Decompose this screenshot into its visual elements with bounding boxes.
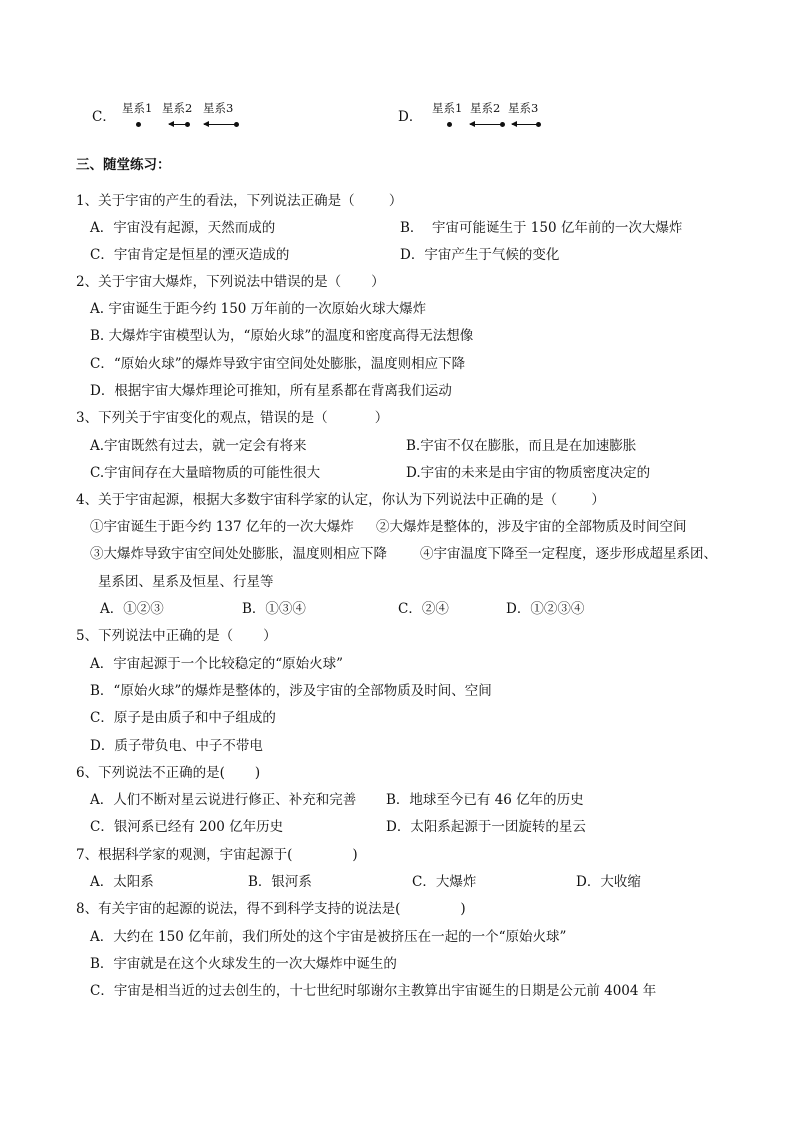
question-stem: 3、下列关于宇宙变化的观点，错误的是（ ） xyxy=(76,410,389,426)
question-stem: 8、有关宇宙的起源的说法，得不到科学支持的说法是( ) xyxy=(76,901,466,917)
option-b: B．①③④ xyxy=(242,601,306,617)
option-d: D．质子带负电、中子不带电 xyxy=(90,738,263,754)
option-c: C．“原始火球”的爆炸导致宇宙空间处处膨胀，温度则相应下降 xyxy=(90,356,466,372)
option-b: B．“原始火球”的爆炸是整体的，涉及宇宙的全部物质及时间、空间 xyxy=(90,683,492,699)
option-a: A. 宇宙诞生于距今约 150 万年前的一次原始火球大爆炸 xyxy=(90,301,427,317)
question-stem: 1、关于宇宙的产生的看法，下列说法正确是（ ） xyxy=(76,193,403,209)
section-title: 三、随堂练习： xyxy=(76,157,171,173)
galaxy-label-3: 星系3 xyxy=(508,101,539,115)
option-a: A．太阳系 xyxy=(90,874,154,890)
option-c: C．宇宙是相当近的过去创生的，十七世纪时邬谢尔主教算出宇宙诞生的日期是公元前 4004 年 xyxy=(90,983,657,999)
galaxy-label-1: 星系1 xyxy=(432,101,463,115)
question-stem: 2、关于宇宙大爆炸，下列说法中错误的是（ ） xyxy=(76,274,385,290)
option-a: A．人们不断对星云说进行修正、补充和完善 xyxy=(90,792,357,808)
option-b: B．地球至今已有 46 亿年的历史 xyxy=(386,792,584,808)
velocity-arrow-2 xyxy=(470,124,502,125)
option-b: B． 宇宙可能诞生于 150 亿年前的一次大爆炸 xyxy=(400,220,683,236)
velocity-arrow-3 xyxy=(204,124,236,125)
option-c: C．大爆炸 xyxy=(412,874,477,890)
option-d: D．①②③④ xyxy=(506,601,585,617)
velocity-arrow-2 xyxy=(169,124,187,125)
galaxy-dot-1 xyxy=(136,122,141,127)
galaxy-label-3: 星系3 xyxy=(203,101,234,115)
statement-1: ①宇宙诞生于距今约 137 亿年的一次大爆炸 xyxy=(90,519,354,535)
option-a: A．宇宙没有起源，天然而成的 xyxy=(90,220,276,236)
galaxy-diagram-d xyxy=(432,100,562,130)
statement-3: ③大爆炸导致宇宙空间处处膨胀，温度则相应下降 xyxy=(90,546,387,562)
question-stem: 4、关于宇宙起源，根据大多数宇宙科学家的认定，你认为下列说法中正确的是（ ） xyxy=(76,492,605,508)
statement-4-continued: 星系团、星系及恒星、行星等 xyxy=(98,574,274,590)
galaxy-label-1: 星系1 xyxy=(122,101,153,115)
option-a: A．①②③ xyxy=(100,601,164,617)
option-c: C.宇宙间存在大量暗物质的可能性很大 xyxy=(90,465,321,481)
option-c: C．宇宙肯定是恒星的湮灭造成的 xyxy=(90,247,290,263)
option-b: B．银河系 xyxy=(248,874,312,890)
option-a: A．大约在 150 亿年前，我们所处的这个宇宙是被挤压在一起的一个“原始火球” xyxy=(90,929,567,945)
velocity-arrow-3 xyxy=(512,124,538,125)
galaxy-diagram-c xyxy=(122,100,252,130)
option-c: C．原子是由质子和中子组成的 xyxy=(90,710,276,726)
galaxy-label-2: 星系2 xyxy=(162,101,193,115)
question-stem: 6、下列说法不正确的是( ) xyxy=(76,765,261,781)
statement-2: ②大爆炸是整体的，涉及宇宙的全部物质及时间空间 xyxy=(376,519,687,535)
option-letter-d: D． xyxy=(398,109,423,125)
option-a: A.宇宙既然有过去，就一定会有将来 xyxy=(90,438,307,454)
option-d: D．宇宙产生于气候的变化 xyxy=(400,247,560,263)
option-b: B.宇宙不仅在膨胀，而且是在加速膨胀 xyxy=(406,438,637,454)
option-d: D．大收缩 xyxy=(576,874,641,890)
option-c: C．银河系已经有 200 亿年历史 xyxy=(90,819,284,835)
galaxy-label-2: 星系2 xyxy=(470,101,501,115)
option-c: C．②④ xyxy=(398,601,449,617)
statement-4: ④宇宙温度下降至一定程度，逐步形成超星系团、 xyxy=(420,546,717,562)
question-stem: 5、下列说法中正确的是（ ） xyxy=(76,628,277,644)
option-letter-c: C． xyxy=(92,109,116,125)
option-b: B．宇宙就是在这个火球发生的一次大爆炸中诞生的 xyxy=(90,956,397,972)
option-a: A．宇宙起源于一个比较稳定的“原始火球” xyxy=(90,656,344,672)
question-stem: 7、根据科学家的观测，宇宙起源于( ) xyxy=(76,847,358,863)
option-d: D．根据宇宙大爆炸理论可推知，所有星系都在背离我们运动 xyxy=(90,383,452,399)
option-b: B. 大爆炸宇宙模型认为，“原始火球”的温度和密度高得无法想像 xyxy=(90,328,474,344)
option-d: D．太阳系起源于一团旋转的星云 xyxy=(386,819,586,835)
galaxy-dot-1 xyxy=(447,122,452,127)
option-d: D.宇宙的未来是由宇宙的物质密度决定的 xyxy=(406,465,651,481)
